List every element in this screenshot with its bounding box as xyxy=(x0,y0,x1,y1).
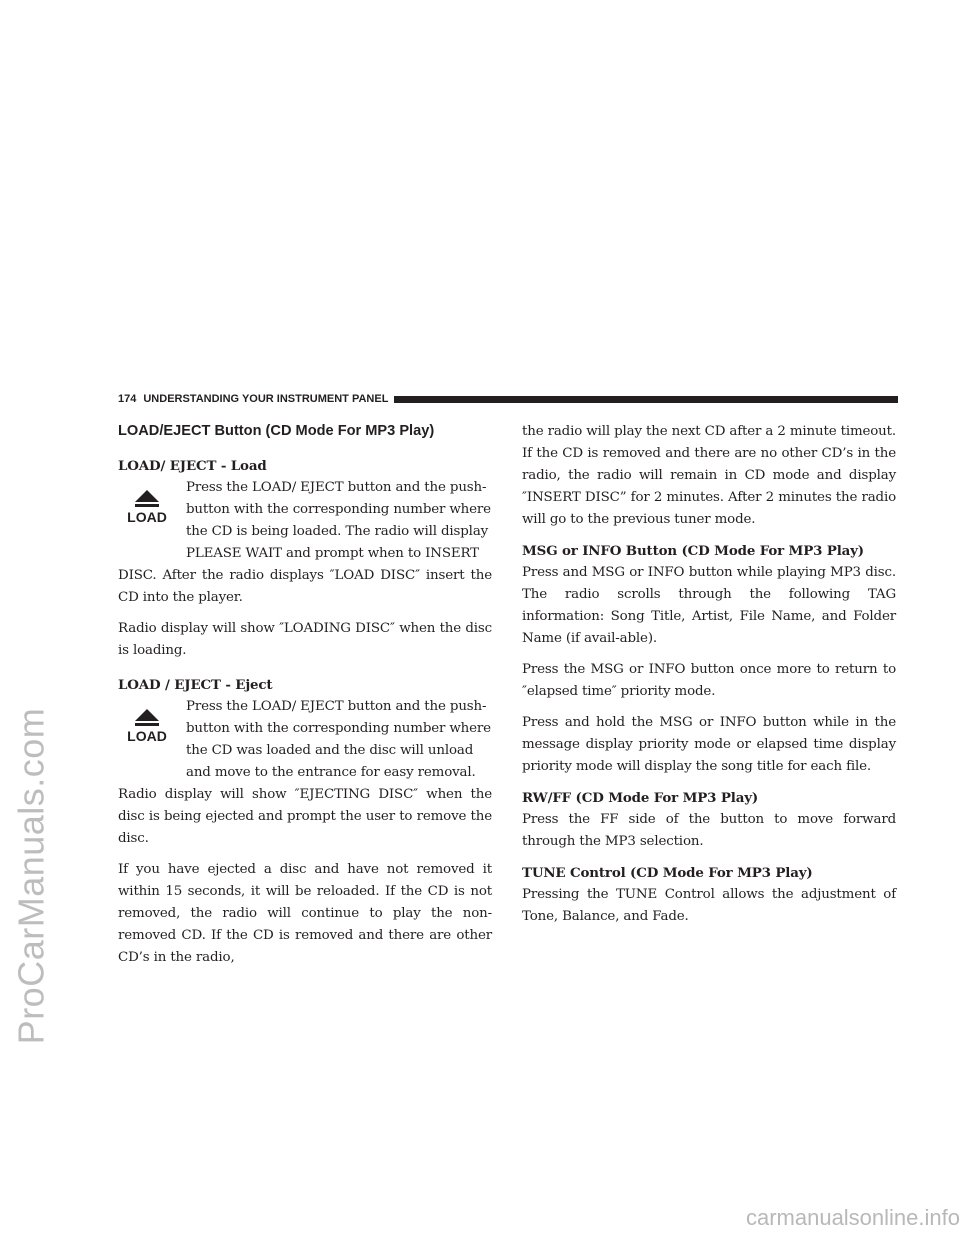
eject-icon-label: LOAD xyxy=(127,728,167,744)
section-title: UNDERSTANDING YOUR INSTRUMENT PANEL xyxy=(143,393,389,405)
footer-watermark: carmanualsonline.info xyxy=(745,1205,960,1230)
header-rule xyxy=(394,396,898,403)
eject-line: Press the LOAD/ EJECT button and the push- xyxy=(186,699,487,714)
page-number: 174 xyxy=(118,393,137,405)
eject-line: the CD was loaded and the disc will unload xyxy=(186,743,474,758)
load-paragraph xyxy=(118,477,492,609)
load-icon-label: LOAD xyxy=(127,509,167,525)
msg-info-return-paragraph: Press the MSG or INFO button once more to return to ″elapsed time″ priority mode. xyxy=(522,662,896,699)
load-eject-heading: LOAD/EJECT Button (CD Mode For MP3 Play) xyxy=(118,423,435,439)
loading-disc-paragraph: Radio display will show ″LOADING DISC″ when the disc is loading. xyxy=(118,621,492,658)
load-line: PLEASE WAIT and prompt when to INSERT xyxy=(186,546,479,561)
page-header xyxy=(118,391,898,407)
side-watermark-text: ProCarManuals.com xyxy=(10,707,51,1045)
load-eject-icon xyxy=(120,487,174,527)
load-subheading: LOAD/ EJECT - Load xyxy=(118,458,267,474)
load-line: the CD is being loaded. The radio will display xyxy=(186,524,489,539)
side-watermark xyxy=(4,510,58,1242)
eject-line: and move to the entrance for easy removal. xyxy=(186,765,476,780)
rw-ff-paragraph: Press the FF side of the button to move forward through the MP3 selection. xyxy=(522,812,896,849)
left-column xyxy=(118,421,492,978)
continued-paragraph: the radio will play the next CD after a 2 minute timeout. If the CD is removed and there are no other CD’s in the radio, the radio will remain in CD mode and display ″INSERT DISC” for 2 minutes. After 2 minutes the radio will go to the previous tuner mode. xyxy=(522,424,896,527)
tune-subheading: TUNE Control (CD Mode For MP3 Play) xyxy=(522,865,813,881)
tune-paragraph: Pressing the TUNE Control allows the adjustment of Tone, Balance, and Fade. xyxy=(522,887,896,924)
load-line: button with the corresponding number where xyxy=(186,502,491,517)
eject-paragraph xyxy=(118,696,492,850)
rw-ff-subheading: RW/FF (CD Mode For MP3 Play) xyxy=(522,790,759,806)
eject-line: button with the corresponding number where xyxy=(186,721,491,736)
msg-info-hold-paragraph: Press and hold the MSG or INFO button while in the message display priority mode or elapsed time display priority mode will display the song title for each file. xyxy=(522,715,896,774)
msg-info-subheading: MSG or INFO Button (CD Mode For MP3 Play) xyxy=(522,543,864,559)
eject-subheading: LOAD / EJECT - Eject xyxy=(118,677,273,693)
reload-paragraph: If you have ejected a disc and have not removed it within 15 seconds, it will be reloaded. If the CD is not removed, the radio will continue to play the non-removed CD. If the CD is removed and there are other CD’s in the radio, xyxy=(118,862,492,965)
msg-info-paragraph: Press and MSG or INFO button while playing MP3 disc. The radio scrolls through the following TAG information: Song Title, Artist, File Name, and Folder Name (if avail-able). xyxy=(522,565,896,646)
load-paragraph-tail: DISC. After the radio displays ″LOAD DISC″ insert the CD into the player. xyxy=(118,568,492,605)
eject-paragraph-tail: Radio display will show ″EJECTING DISC″ when the disc is being ejected and prompt the user to remove the disc. xyxy=(118,787,492,846)
load-line: Press the LOAD/ EJECT button and the push- xyxy=(186,480,487,495)
right-column xyxy=(522,421,896,937)
load-eject-icon xyxy=(120,706,174,746)
